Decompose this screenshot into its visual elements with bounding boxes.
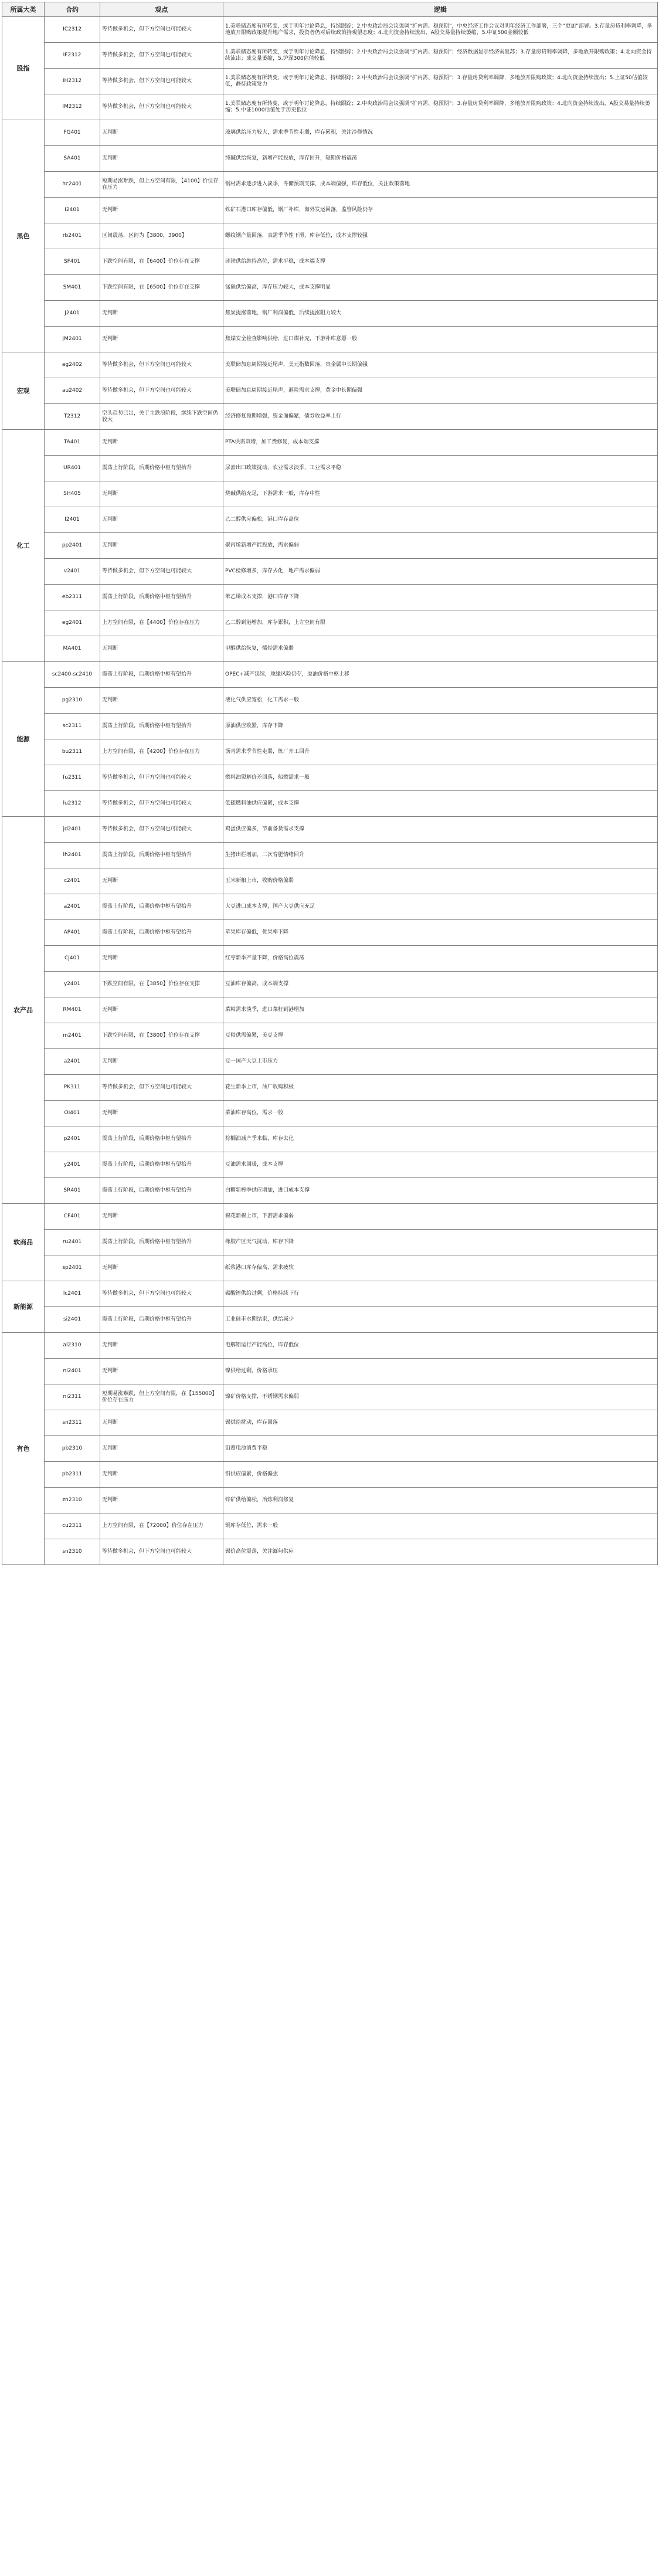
category-cell: 能源 bbox=[2, 662, 45, 817]
logic-cell: 锰硅供给偏高，库存压力较大，成本支撑明显 bbox=[223, 275, 658, 301]
contract-cell: FG401 bbox=[45, 120, 100, 146]
view-cell: 震荡上行阶段，后期价格中枢有望抬升 bbox=[100, 843, 223, 868]
table-row bbox=[2, 1255, 658, 1281]
view-cell: 无判断 bbox=[100, 301, 223, 327]
logic-cell: 1.美联储态度有所转变，或于明年讨论降息，持续跟踪；2.中央政治局会议强调“扩内需、稳预期”；3.存量房贷利率调降，多地放开限购政策；4.北向资金持续流出；5.上证50估值较低，静待政策发力 bbox=[223, 69, 658, 94]
logic-cell: 低硫燃料油供应偏紧，成本支撑 bbox=[223, 791, 658, 817]
contract-cell: IH2312 bbox=[45, 69, 100, 94]
view-cell: 等待做多机会，但下方空间也可能较大 bbox=[100, 559, 223, 585]
contract-cell: v2401 bbox=[45, 559, 100, 585]
table-row bbox=[2, 456, 658, 481]
table-row bbox=[2, 1178, 658, 1204]
table-row bbox=[2, 946, 658, 972]
table-row bbox=[2, 1539, 658, 1565]
logic-cell: 工业硅丰水期结束，供给减少 bbox=[223, 1307, 658, 1333]
view-cell: 上方空间有限，在【4200】价位存在压力 bbox=[100, 739, 223, 765]
table-row bbox=[2, 1307, 658, 1333]
contract-cell: SH405 bbox=[45, 481, 100, 507]
table-row bbox=[2, 610, 658, 636]
view-cell: 等待做多机会，但下方空间也可能较大 bbox=[100, 378, 223, 404]
view-cell: 区间震荡，区间为【3800，3900】 bbox=[100, 223, 223, 249]
table-row bbox=[2, 301, 658, 327]
contract-cell: OI401 bbox=[45, 1101, 100, 1126]
logic-cell: 镍矿价格支撑，不锈钢需求偏弱 bbox=[223, 1384, 658, 1410]
contract-cell: lh2401 bbox=[45, 843, 100, 868]
outlook-table bbox=[2, 2, 658, 1565]
table-row bbox=[2, 1488, 658, 1513]
view-cell: 无判断 bbox=[100, 1488, 223, 1513]
logic-cell: 鸡蛋供应偏多，节前备货需求支撑 bbox=[223, 817, 658, 843]
contract-cell: I2401 bbox=[45, 507, 100, 533]
table-row bbox=[2, 585, 658, 610]
view-cell: 无判断 bbox=[100, 1101, 223, 1126]
view-cell: 无判断 bbox=[100, 120, 223, 146]
view-cell: 等待做多机会，但下方空间也可能较大 bbox=[100, 791, 223, 817]
contract-cell: T2312 bbox=[45, 404, 100, 430]
contract-cell: a2401 bbox=[45, 1049, 100, 1075]
view-cell: 震荡上行阶段，后期价格中枢有望抬升 bbox=[100, 585, 223, 610]
view-cell: 震荡上行阶段，后期价格中枢有望抬升 bbox=[100, 1307, 223, 1333]
contract-cell: m2401 bbox=[45, 1023, 100, 1049]
contract-cell: p2401 bbox=[45, 1126, 100, 1152]
table-row bbox=[2, 817, 658, 843]
view-cell: 无判断 bbox=[100, 1333, 223, 1359]
view-cell: 无判断 bbox=[100, 1049, 223, 1075]
view-cell: 下跌空间有限，在【3800】价位存在支撑 bbox=[100, 1023, 223, 1049]
category-cell: 化工 bbox=[2, 430, 45, 662]
contract-cell: TA401 bbox=[45, 430, 100, 456]
view-cell: 空头趋势已出，关于主跌浪阶段，继续下跌空间仍较大 bbox=[100, 404, 223, 430]
view-cell: 等待做多机会，但下方空间也可能较大 bbox=[100, 43, 223, 69]
logic-cell: PVC检修增多，库存去化，地产需求偏弱 bbox=[223, 559, 658, 585]
view-cell: 震荡上行阶段，后期价格中枢有望抬升 bbox=[100, 662, 223, 688]
table-row bbox=[2, 894, 658, 920]
contract-cell: y2401 bbox=[45, 1152, 100, 1178]
contract-cell: eg2401 bbox=[45, 610, 100, 636]
table-row bbox=[2, 1281, 658, 1307]
view-cell: 短期易涨难跌，但上方空间有限，在【155000】价位存在压力 bbox=[100, 1384, 223, 1410]
logic-cell: 豆油库存偏高，成本端支撑 bbox=[223, 972, 658, 997]
view-cell: 等待做多机会，但下方空间也可能较大 bbox=[100, 1075, 223, 1101]
table-row bbox=[2, 868, 658, 894]
contract-cell: fu2311 bbox=[45, 765, 100, 791]
contract-cell: AP401 bbox=[45, 920, 100, 946]
table-row bbox=[2, 1333, 658, 1359]
contract-cell: sn2310 bbox=[45, 1539, 100, 1565]
view-cell: 无判断 bbox=[100, 533, 223, 559]
logic-cell: 碳酸锂供给过剩，价格持续下行 bbox=[223, 1281, 658, 1307]
view-cell: 震荡上行阶段，后期价格中枢有望抬升 bbox=[100, 1230, 223, 1255]
view-cell: 无判断 bbox=[100, 198, 223, 223]
view-cell: 下跌空间有限，在【3850】价位存在支撑 bbox=[100, 972, 223, 997]
contract-cell: pb2310 bbox=[45, 1436, 100, 1462]
contract-cell: y2401 bbox=[45, 972, 100, 997]
table-row bbox=[2, 765, 658, 791]
contract-cell: MA401 bbox=[45, 636, 100, 662]
table-row bbox=[2, 275, 658, 301]
view-cell: 无判断 bbox=[100, 507, 223, 533]
category-cell: 新能源 bbox=[2, 1281, 45, 1333]
table-row bbox=[2, 94, 658, 120]
logic-cell: 液化气供应宽松，化工需求一般 bbox=[223, 688, 658, 714]
table-row bbox=[2, 69, 658, 94]
view-cell: 下跌空间有限，在【6400】价位存在支撑 bbox=[100, 249, 223, 275]
logic-cell: 烧碱供给充足，下游需求一般，库存中性 bbox=[223, 481, 658, 507]
contract-cell: JM2401 bbox=[45, 327, 100, 352]
view-cell: 震荡上行阶段，后期价格中枢有望抬升 bbox=[100, 1126, 223, 1152]
logic-cell: 豆一国产大豆上市压力 bbox=[223, 1049, 658, 1075]
logic-cell: 乙二醇到港增加，库存累积，上方空间有限 bbox=[223, 610, 658, 636]
table-row bbox=[2, 404, 658, 430]
table-row bbox=[2, 43, 658, 69]
contract-cell: pb2311 bbox=[45, 1462, 100, 1488]
contract-cell: jd2401 bbox=[45, 817, 100, 843]
table-row bbox=[2, 1023, 658, 1049]
contract-cell: UR401 bbox=[45, 456, 100, 481]
contract-cell: IF2312 bbox=[45, 43, 100, 69]
contract-cell: cu2311 bbox=[45, 1513, 100, 1539]
view-cell: 无判断 bbox=[100, 1436, 223, 1462]
table-row bbox=[2, 1359, 658, 1384]
table-row bbox=[2, 1075, 658, 1101]
logic-cell: 原油供应收紧，库存下降 bbox=[223, 714, 658, 739]
contract-cell: IM2312 bbox=[45, 94, 100, 120]
table-row bbox=[2, 1230, 658, 1255]
logic-cell: 花生新季上市，油厂收购积极 bbox=[223, 1075, 658, 1101]
logic-cell: 铅蓄电池消费平稳 bbox=[223, 1436, 658, 1462]
view-cell: 短期易涨难跌，但上方空间有限，【4100】价位存在压力 bbox=[100, 172, 223, 198]
logic-cell: OPEC+减产延续，地缘风险仍存，原油价格中枢上移 bbox=[223, 662, 658, 688]
table-row bbox=[2, 1410, 658, 1436]
header-view: 观点 bbox=[100, 2, 223, 17]
contract-cell: al2310 bbox=[45, 1333, 100, 1359]
logic-cell: 纸浆港口库存偏高，需求疲软 bbox=[223, 1255, 658, 1281]
logic-cell: 燃料油裂解价差回落，船燃需求一般 bbox=[223, 765, 658, 791]
table-row bbox=[2, 120, 658, 146]
logic-cell: 玉米新粮上市，收购价格偏弱 bbox=[223, 868, 658, 894]
logic-cell: 电解铝运行产能高位，库存低位 bbox=[223, 1333, 658, 1359]
view-cell: 等待做多机会，但下方空间也可能较大 bbox=[100, 817, 223, 843]
logic-cell: 1.美联储态度有所转变，或于明年讨论降息，持续跟踪；2.中央政治局会议强调“扩内需、稳预期”；3.存量房贷利率调降，多地放开限购政策；4.北向资金持续流出，A股交易量持续萎缩；5.中证1000估值处于历史低位 bbox=[223, 94, 658, 120]
header-category: 所属大类 bbox=[2, 2, 45, 17]
logic-cell: 美联储加息周期接近尾声，美元指数回落，贵金属中长期偏强 bbox=[223, 352, 658, 378]
table-row bbox=[2, 688, 658, 714]
contract-cell: SA401 bbox=[45, 146, 100, 172]
contract-cell: PK311 bbox=[45, 1075, 100, 1101]
contract-cell: sc2400-sc2410 bbox=[45, 662, 100, 688]
table-row bbox=[2, 1101, 658, 1126]
view-cell: 无判断 bbox=[100, 1410, 223, 1436]
view-cell: 震荡上行阶段，后期价格中枢有望抬升 bbox=[100, 920, 223, 946]
contract-cell: RM401 bbox=[45, 997, 100, 1023]
logic-cell: 菜粕需求淡季，进口菜籽到港增加 bbox=[223, 997, 658, 1023]
contract-cell: SM401 bbox=[45, 275, 100, 301]
view-cell: 等待做多机会，但下方空间也可能较大 bbox=[100, 17, 223, 43]
table-row bbox=[2, 198, 658, 223]
category-cell: 软商品 bbox=[2, 1204, 45, 1281]
view-cell: 无判断 bbox=[100, 868, 223, 894]
logic-cell: 铁矿石港口库存偏低，钢厂补库，海外发运回落，监管风险仍存 bbox=[223, 198, 658, 223]
category-cell: 有色 bbox=[2, 1333, 45, 1565]
contract-cell: bu2311 bbox=[45, 739, 100, 765]
table-row bbox=[2, 714, 658, 739]
contract-cell: SR401 bbox=[45, 1178, 100, 1204]
table-row bbox=[2, 1049, 658, 1075]
table-row bbox=[2, 533, 658, 559]
table-row bbox=[2, 223, 658, 249]
contract-cell: lu2312 bbox=[45, 791, 100, 817]
table-row bbox=[2, 662, 658, 688]
table-row bbox=[2, 172, 658, 198]
logic-cell: 经济修复预期增强，资金面偏紧，债券收益率上行 bbox=[223, 404, 658, 430]
logic-cell: 豆粕供需偏紧，美豆支撑 bbox=[223, 1023, 658, 1049]
logic-cell: 铅供应偏紧，价格偏强 bbox=[223, 1462, 658, 1488]
contract-cell: a2401 bbox=[45, 894, 100, 920]
logic-cell: 锡价高位震荡，关注缅甸供应 bbox=[223, 1539, 658, 1565]
table-row bbox=[2, 481, 658, 507]
table-row bbox=[2, 1204, 658, 1230]
contract-cell: sc2311 bbox=[45, 714, 100, 739]
contract-cell: zn2310 bbox=[45, 1488, 100, 1513]
logic-cell: 苹果库存偏低，优果率下降 bbox=[223, 920, 658, 946]
table-row bbox=[2, 997, 658, 1023]
view-cell: 震荡上行阶段，后期价格中枢有望抬升 bbox=[100, 714, 223, 739]
contract-cell: SF401 bbox=[45, 249, 100, 275]
contract-cell: I2401 bbox=[45, 198, 100, 223]
logic-cell: 焦煤安全检查影响供给，进口煤补充，下游补库意愿一般 bbox=[223, 327, 658, 352]
contract-cell: sp2401 bbox=[45, 1255, 100, 1281]
logic-cell: 硅铁供给维持高位，需求平稳，成本端支撑 bbox=[223, 249, 658, 275]
logic-cell: 钢材需求逐步进入淡季，冬储预期支撑，成本端偏强，库存低位，关注政策落地 bbox=[223, 172, 658, 198]
table-body bbox=[2, 17, 658, 1565]
logic-cell: 乙二醇供应偏松，港口库存高位 bbox=[223, 507, 658, 533]
table-row bbox=[2, 636, 658, 662]
view-cell: 震荡上行阶段，后期价格中枢有望抬升 bbox=[100, 1152, 223, 1178]
logic-cell: 美联储加息周期接近尾声，避险需求支撑，黄金中长期偏强 bbox=[223, 378, 658, 404]
logic-cell: 铜库存低位，需求一般 bbox=[223, 1513, 658, 1539]
view-cell: 震荡上行阶段，后期价格中枢有望抬升 bbox=[100, 894, 223, 920]
table-row bbox=[2, 1513, 658, 1539]
view-cell: 无判断 bbox=[100, 430, 223, 456]
table-row bbox=[2, 1152, 658, 1178]
view-cell: 无判断 bbox=[100, 1359, 223, 1384]
view-cell: 下跌空间有限，在【6500】价位存在支撑 bbox=[100, 275, 223, 301]
view-cell: 震荡上行阶段，后期价格中枢有望抬升 bbox=[100, 1178, 223, 1204]
table-row bbox=[2, 378, 658, 404]
contract-cell: J2401 bbox=[45, 301, 100, 327]
logic-cell: 白糖新榨季供应增加，进口成本支撑 bbox=[223, 1178, 658, 1204]
view-cell: 等待做多机会，但下方空间也可能较大 bbox=[100, 69, 223, 94]
header-contract: 合约 bbox=[45, 2, 100, 17]
logic-cell: 1.美联储态度有所转变，或于明年讨论降息，持续跟踪；2.中央政治局会议强调“扩内需、稳预期”，中央经济工作会议对明年经济工作部署，三个“更加”部署。3.存量房贷利率调降，多地放开限购政策提升地产需求，投资者仍对后续政策持观望态度；4.北向资金持续流出，A股交易量持续萎缩，5.中证500金额较低 bbox=[223, 17, 658, 43]
logic-cell: 甲醇供给恢复，烯烃需求偏弱 bbox=[223, 636, 658, 662]
logic-cell: 棉花新棉上市，下游需求偏弱 bbox=[223, 1204, 658, 1230]
table-row bbox=[2, 559, 658, 585]
table-row bbox=[2, 1436, 658, 1462]
category-cell: 黑色 bbox=[2, 120, 45, 352]
category-cell: 宏观 bbox=[2, 352, 45, 430]
contract-cell: au2402 bbox=[45, 378, 100, 404]
contract-cell: sn2311 bbox=[45, 1410, 100, 1436]
logic-cell: 尿素出口政策扰动，农业需求淡季，工业需求平稳 bbox=[223, 456, 658, 481]
view-cell: 等待做多机会，但下方空间也可能较大 bbox=[100, 352, 223, 378]
table-row bbox=[2, 791, 658, 817]
contract-cell: CJ401 bbox=[45, 946, 100, 972]
contract-cell: ru2401 bbox=[45, 1230, 100, 1255]
view-cell: 等待做多机会，但下方空间也可能较大 bbox=[100, 765, 223, 791]
contract-cell: pp2401 bbox=[45, 533, 100, 559]
logic-cell: 锌矿供给偏松，冶炼利润修复 bbox=[223, 1488, 658, 1513]
contract-cell: eb2311 bbox=[45, 585, 100, 610]
category-cell: 股指 bbox=[2, 17, 45, 120]
view-cell: 上方空间有限，在【72000】价位存在压力 bbox=[100, 1513, 223, 1539]
logic-cell: 沥青需求季节性走弱，炼厂开工回升 bbox=[223, 739, 658, 765]
contract-cell: pg2310 bbox=[45, 688, 100, 714]
view-cell: 无判断 bbox=[100, 997, 223, 1023]
table-row bbox=[2, 1126, 658, 1152]
view-cell: 等待做多机会，但下方空间也可能较大 bbox=[100, 1281, 223, 1307]
view-cell: 无判断 bbox=[100, 946, 223, 972]
logic-cell: 苯乙烯成本支撑，港口库存下降 bbox=[223, 585, 658, 610]
table-row bbox=[2, 17, 658, 43]
logic-cell: 焦炭提涨落地，钢厂利润偏低，后续提涨阻力较大 bbox=[223, 301, 658, 327]
logic-cell: 锡供给扰动，库存回落 bbox=[223, 1410, 658, 1436]
table-row bbox=[2, 920, 658, 946]
view-cell: 无判断 bbox=[100, 1255, 223, 1281]
logic-cell: 生猪出栏增加，二次育肥情绪回升 bbox=[223, 843, 658, 868]
table-row bbox=[2, 146, 658, 172]
logic-cell: 豆油需求回暖，成本支撑 bbox=[223, 1152, 658, 1178]
table-row bbox=[2, 249, 658, 275]
view-cell: 震荡上行阶段，后期价格中枢有望抬升 bbox=[100, 456, 223, 481]
contract-cell: ni2311 bbox=[45, 1384, 100, 1410]
table-row bbox=[2, 327, 658, 352]
view-cell: 无判断 bbox=[100, 688, 223, 714]
table-header-row bbox=[2, 2, 658, 17]
view-cell: 等待做多机会，但下方空间也可能较大 bbox=[100, 1539, 223, 1565]
contract-cell: lc2401 bbox=[45, 1281, 100, 1307]
table-row bbox=[2, 739, 658, 765]
view-cell: 无判断 bbox=[100, 636, 223, 662]
logic-cell: 1.美联储态度有所转变，或于明年讨论降息，持续跟踪；2.中央政治局会议强调“扩内需、稳预期”；经济数据显示经济弱复苏；3.存量房贷利率调降，多地放开限购政策；4.北向资金持续流出；成交量萎缩，5.沪深300估值较低 bbox=[223, 43, 658, 69]
view-cell: 无判断 bbox=[100, 481, 223, 507]
contract-cell: ag2402 bbox=[45, 352, 100, 378]
logic-cell: 螺纹钢产量回落，表需季节性下滑，库存低位，成本支撑较强 bbox=[223, 223, 658, 249]
contract-cell: c2401 bbox=[45, 868, 100, 894]
logic-cell: 聚丙烯新增产能投放，需求偏弱 bbox=[223, 533, 658, 559]
table-row bbox=[2, 843, 658, 868]
view-cell: 上方空间有限，在【4400】价位存在压力 bbox=[100, 610, 223, 636]
table-row bbox=[2, 1462, 658, 1488]
contract-cell: si2401 bbox=[45, 1307, 100, 1333]
contract-cell: hc2401 bbox=[45, 172, 100, 198]
contract-cell: CF401 bbox=[45, 1204, 100, 1230]
view-cell: 无判断 bbox=[100, 1462, 223, 1488]
view-cell: 无判断 bbox=[100, 1204, 223, 1230]
logic-cell: 橡胶产区天气扰动，库存下降 bbox=[223, 1230, 658, 1255]
contract-cell: IC2312 bbox=[45, 17, 100, 43]
logic-cell: 棕榈油减产季来临，库存去化 bbox=[223, 1126, 658, 1152]
logic-cell: 玻璃供给压力较大，需求季节性走弱，库存累积，关注冷修情况 bbox=[223, 120, 658, 146]
table-row bbox=[2, 430, 658, 456]
logic-cell: 菜油库存高位，需求一般 bbox=[223, 1101, 658, 1126]
logic-cell: 镍供给过剩，价格承压 bbox=[223, 1359, 658, 1384]
view-cell: 无判断 bbox=[100, 327, 223, 352]
table-row bbox=[2, 1384, 658, 1410]
table-row bbox=[2, 972, 658, 997]
category-cell: 农产品 bbox=[2, 817, 45, 1204]
logic-cell: PTA供需双增，加工费修复，成本端支撑 bbox=[223, 430, 658, 456]
view-cell: 等待做多机会，但下方空间也可能较大 bbox=[100, 94, 223, 120]
logic-cell: 红枣新季产量下降，价格高位震荡 bbox=[223, 946, 658, 972]
contract-cell: rb2401 bbox=[45, 223, 100, 249]
table-row bbox=[2, 352, 658, 378]
logic-cell: 纯碱供给恢复，新增产能投放，库存回升，短期价格震荡 bbox=[223, 146, 658, 172]
table-row bbox=[2, 507, 658, 533]
contract-cell: ni2401 bbox=[45, 1359, 100, 1384]
view-cell: 无判断 bbox=[100, 146, 223, 172]
header-logic: 逻辑 bbox=[223, 2, 658, 17]
logic-cell: 大豆进口成本支撑，国产大豆供应充足 bbox=[223, 894, 658, 920]
